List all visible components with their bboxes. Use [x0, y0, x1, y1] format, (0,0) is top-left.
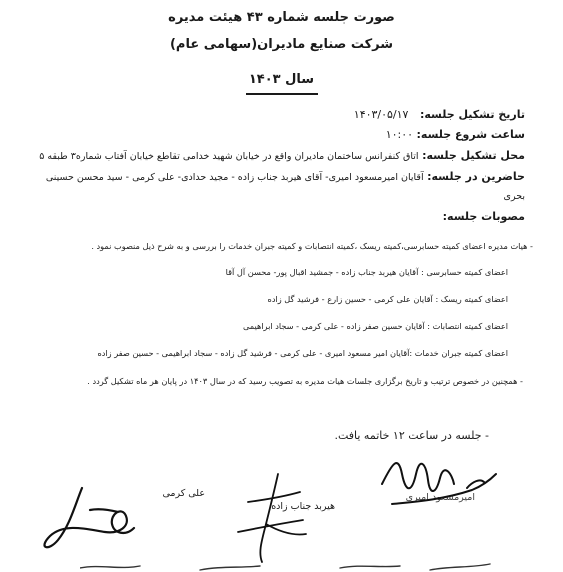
attendees-value: آقایان امیرمسعود امیری- آقای هیربد جناب زاده - مجید حدادی- علی کرمی - سید محسن حسینی [45, 172, 424, 183]
appointments-committee: اعضای کمیته انتصابات : آقایان حسین صفر زاده - علی کرمی - سجاد ابراهیمی [242, 321, 508, 331]
meeting-date-row [354, 108, 525, 121]
start-time-label: ساعت شروع جلسه: [416, 128, 525, 141]
attendees-row [46, 170, 525, 183]
start-time-row [386, 128, 525, 141]
risk-committee: اعضای کمیته ریسک : آقایان علی کرمی - حسین زارع - فرشید گل زاده [267, 294, 508, 304]
karami-signature-image [30, 470, 170, 570]
resolution-item-2: - همچنین در خصوص ترتیب و تاریخ برگزاری جلسات هیات مدیره به تصویب رسید که در سال ۱۴۰۳ در پایان هر ماه تشکیل گردد . [87, 376, 523, 386]
location-row [39, 149, 525, 162]
meeting-date-label: تاریخ تشکیل جلسه: [419, 108, 525, 121]
year-underline [246, 93, 318, 95]
amiri-signature-image [372, 444, 502, 524]
attendees-value-cont: بحری [503, 191, 525, 202]
minutes-title: صورت جلسه شماره ۴۳ هیئت مدیره [168, 10, 395, 25]
location-label: محل تشکیل جلسه: [422, 149, 525, 162]
signatory-janabzadeh: هیربد جناب زاده [271, 501, 335, 512]
resolution-item-1: - هیات مدیره اعضای کمیته حسابرسی،کمیته ریسک ،کمیته انتصابات و کمیته جبران خدمات را بررسی و به شرح ذیل منصوب نمود . [91, 241, 533, 251]
compensation-committee: اعضای کمیته جبران خدمات :آقایان امیر مسعود امیری - علی کرمی - فرشید گل زاده - سجاد ابراهیمی - حسین صفر زاده [97, 348, 508, 358]
year-label: سال ۱۴۰۳ [248, 72, 315, 87]
bottom-stamp-fragments [80, 556, 500, 572]
location-value: اتاق کنفرانس ساختمان مادیران واقع در خیابان شهید خدامی تقاطع خیابان آفتاب شماره۳ طبقه ۵ [39, 151, 419, 162]
meeting-date-value: ۱۴۰۳/۰۵/۱۷ [353, 108, 409, 121]
audit-committee: اعضای کمیته حسابرسی : آقایان هیربد جناب زاده - جمشید اقبال پور- محسن آل آقا [225, 267, 508, 277]
signatory-karami: علی کرمی [162, 488, 205, 499]
resolutions-heading: مصوبات جلسه: [442, 210, 525, 223]
meeting-closing: - جلسه در ساعت ۱۲ خاتمه یافت. [334, 429, 489, 442]
start-time-value: ۱۰:۰۰ [385, 128, 414, 141]
attendees-label: حاضرین در جلسه: [427, 170, 525, 183]
company-name: شرکت صنایع مادیران(سهامی عام) [169, 37, 394, 52]
signatory-amiri: امیرمسعود امیری [405, 492, 475, 503]
